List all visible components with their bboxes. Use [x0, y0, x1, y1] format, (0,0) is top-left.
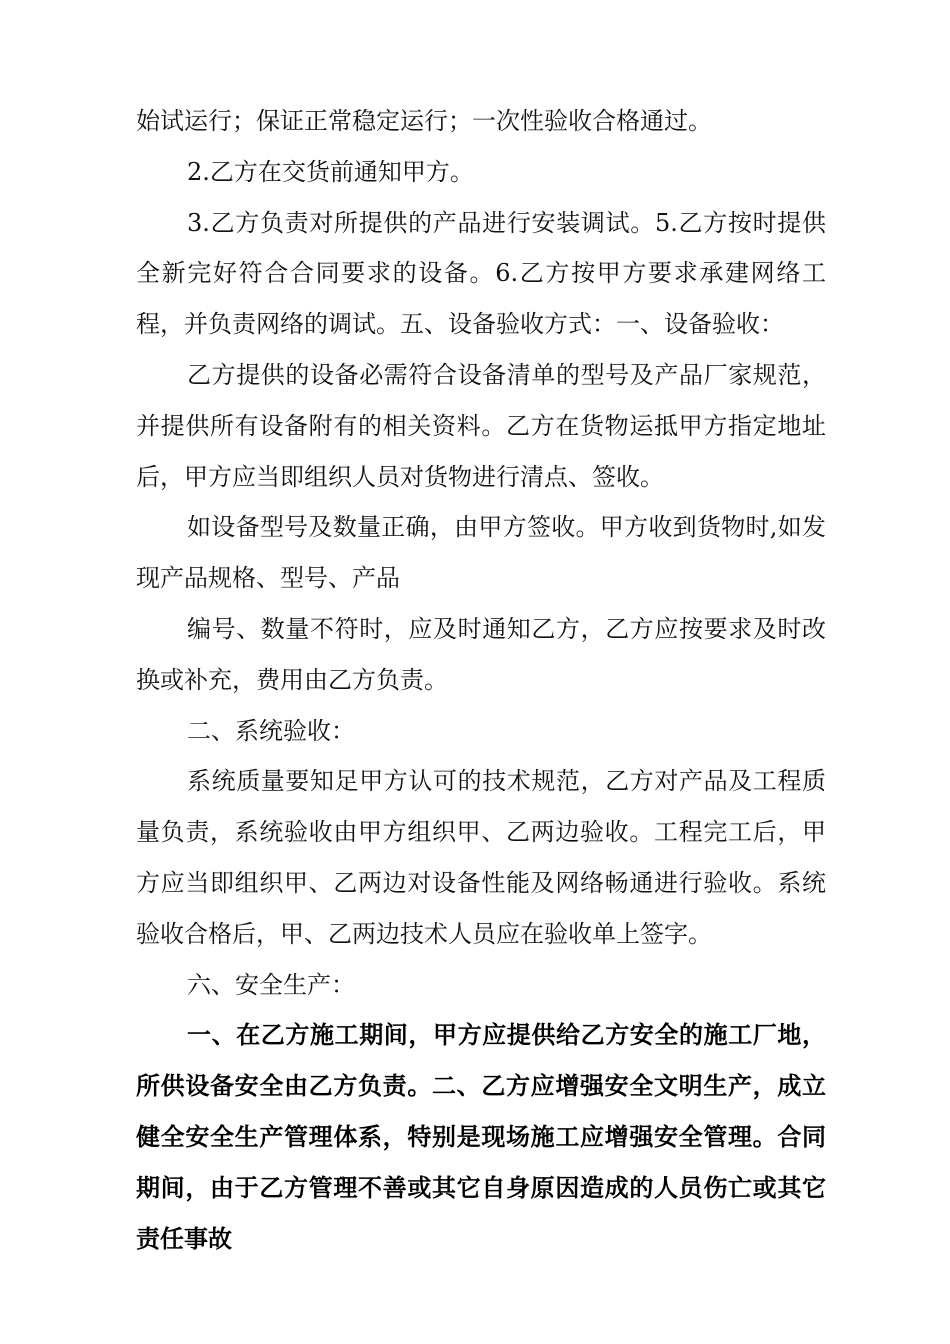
heading-system-acceptance: 二、系统验收：: [187, 716, 355, 745]
paragraph-equipment-spec: 乙方提供的设备必需符合设备清单的型号及产品厂家规范，并提供所有设备附有的相关资料。乙方在货物运抵甲方指定地址后，甲方应当即组织人员对货物进行清点、签收。: [136, 360, 826, 491]
paragraph-trial-run: 始试运行；保证正常稳定运行；一次性验收合格通过。: [136, 107, 712, 135]
paragraph-installation: 3.乙方负责对所提供的产品进行安装调试。5.乙方按时提供全新完好符合合同要求的设备。6.乙方按甲方要求承建网络工程，并负责网络的调试。五、设备验收方式：一、设备验收：: [136, 208, 826, 339]
paragraph-safety-terms: 一、在乙方施工期间，甲方应提供给乙方安全的施工厂地，所供设备安全由乙方负责。二、乙方应增强安全文明生产，成立健全安全生产管理体系，特别是现场施工应增强安全管理。合同期间，由于乙方管理不善或其它自身原因造成的人员伤亡或其它责任事故: [136, 1021, 826, 1253]
paragraph-sign-receipt: 如设备型号及数量正确，由甲方签收。甲方收到货物时,如发现产品规格、型号、产品: [136, 513, 826, 593]
paragraph-delivery-notice: 2.乙方在交货前通知甲方。: [187, 157, 474, 186]
paragraph-system-quality: 系统质量要知足甲方认可的技术规范，乙方对产品及工程质量负责，系统验收由甲方组织甲、乙两边验收。工程完工后，甲方应当即组织甲、乙两边对设备性能及网络畅通进行验收。系统验收合格后，甲、乙两边技术人员应在验收单上签字。: [136, 767, 826, 948]
paragraph-mismatch: 编号、数量不符时，应及时通知乙方，乙方应按要求及时改换或补充，费用由乙方负责。: [136, 614, 826, 694]
document-body: [136, 96, 826, 1264]
heading-safety-production: 六、安全生产：: [187, 970, 355, 999]
